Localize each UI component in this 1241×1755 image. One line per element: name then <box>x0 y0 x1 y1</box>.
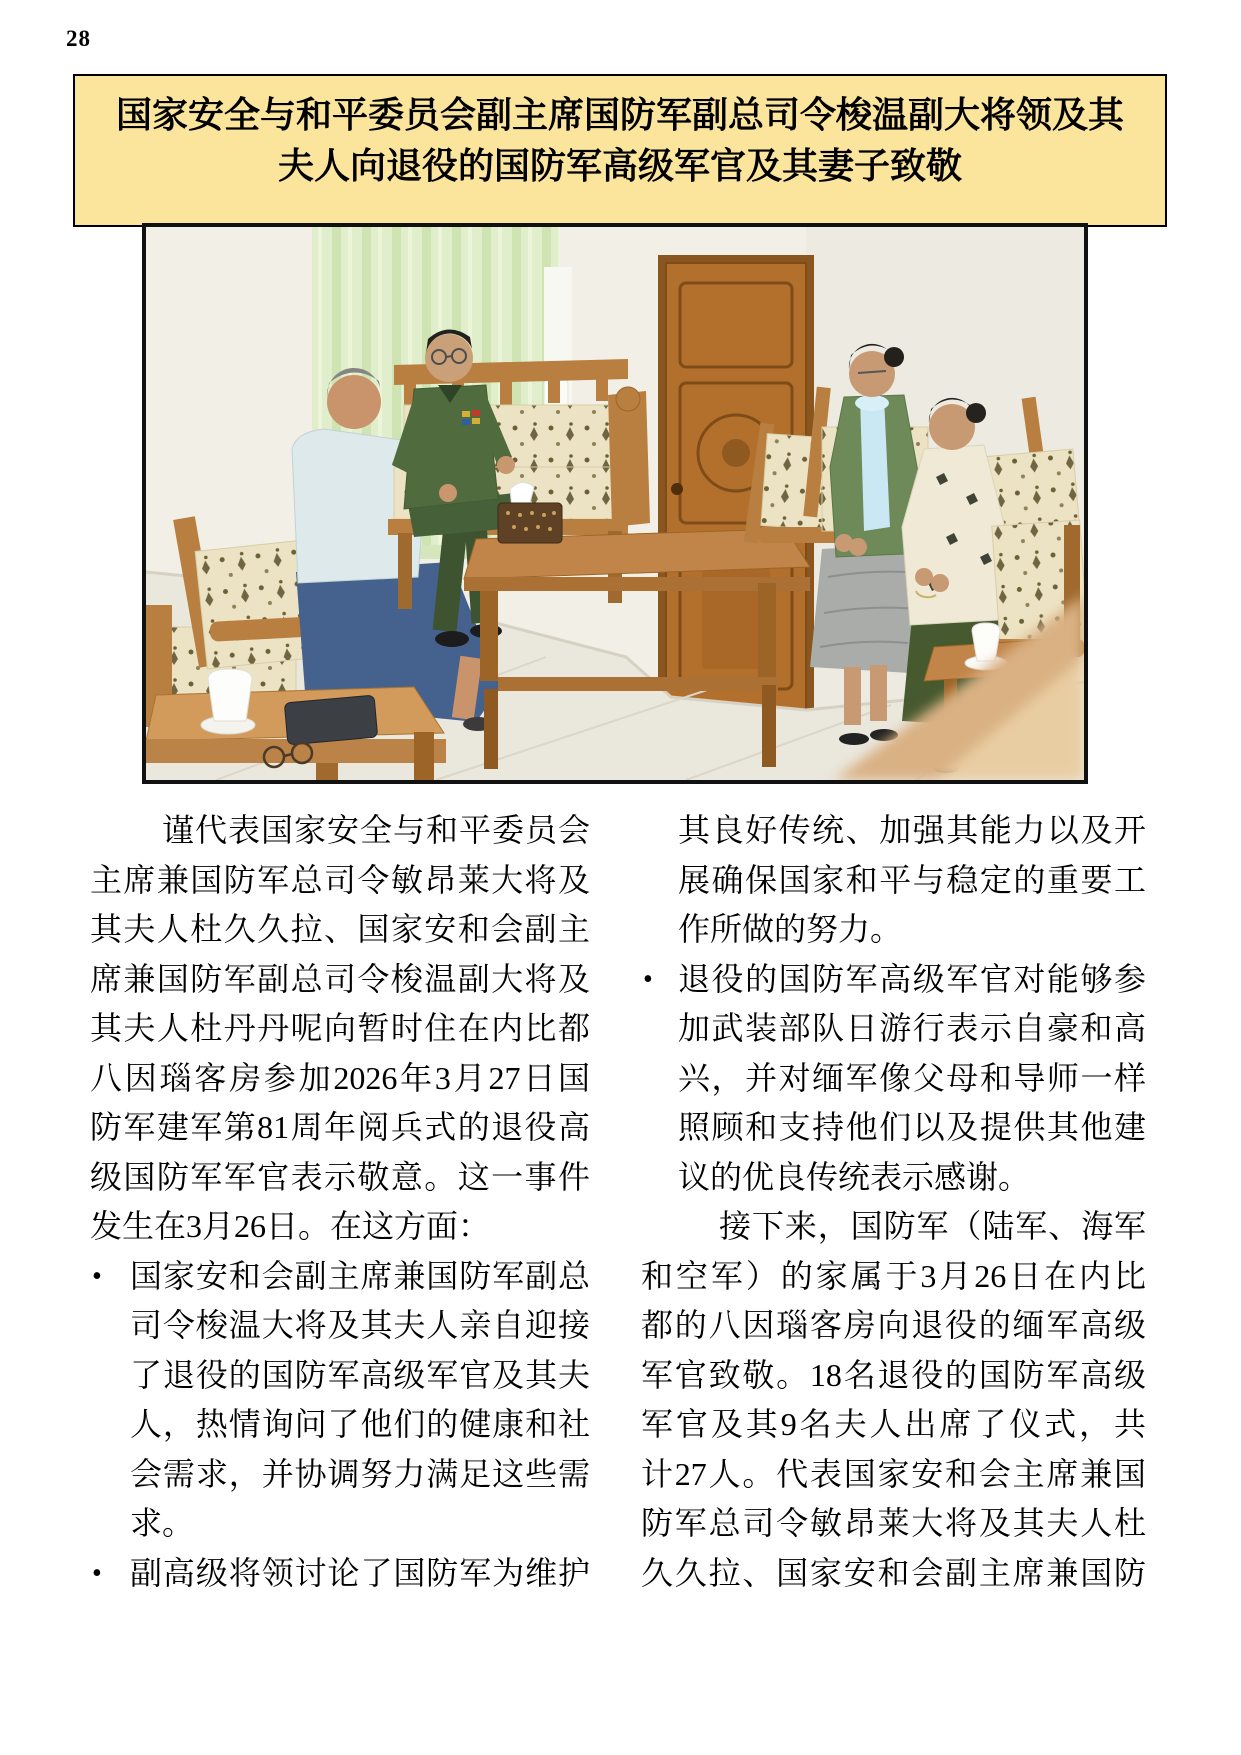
text-line: 谨代表国家安全与和平委员会 <box>162 812 590 848</box>
title-box <box>73 74 1167 227</box>
text-line: 求。 <box>130 1505 195 1541</box>
article-column-right <box>641 806 1146 1598</box>
text-line: 发生在3月26日。在这方面： <box>90 1208 491 1244</box>
text-line: 会需求，并协调努力满足这些需 <box>130 1455 590 1492</box>
meeting-photo <box>142 223 1088 784</box>
text-line: 防军建军第81周年阅兵式的退役高 <box>90 1109 590 1145</box>
text-line: 展确保国家和平与稳定的重要工 <box>678 861 1146 898</box>
text-line: 其夫人杜久久拉、国家安和会副主 <box>90 911 590 947</box>
text-line: 了退役的国防军高级军官及其夫 <box>130 1356 590 1393</box>
mobile-phone <box>284 695 377 745</box>
text-line: 八因瑙客房参加2026年3月27日国 <box>90 1059 590 1096</box>
text-line: 席兼国防军副总司令梭温副大将及 <box>90 960 590 997</box>
text-line: 议的优良传统表示感谢。 <box>678 1158 1031 1195</box>
text-line: 军官及其9名夫人出席了仪式，共 <box>641 1406 1146 1442</box>
text-line: 兴，并对缅军像父母和导师一样 <box>678 1059 1146 1096</box>
text-line: • 副高级将领讨论了国防军为维护 <box>90 1549 590 1599</box>
bullet-marker: • <box>643 963 653 995</box>
text-line: 其良好传统、加强其能力以及开 <box>678 812 1146 848</box>
door-knob-icon <box>671 483 683 495</box>
text-line: 计27人。代表国家安和会主席兼国 <box>641 1455 1146 1492</box>
article-column-left <box>90 806 590 1598</box>
text-line: 防军总司令敏昂莱大将及其夫人杜 <box>641 1505 1146 1541</box>
text-line: 军官致敬。18名退役的国防军高级 <box>641 1356 1146 1393</box>
text-line: 和空军）的家属于3月26日在内比 <box>641 1257 1146 1294</box>
text-line: 加武装部队日游行表示自豪和高 <box>678 1010 1146 1046</box>
text-line: 作所做的努力。 <box>678 911 903 947</box>
page-title-line-2: 夫人向退役的国防军高级军官及其妻子致敬 <box>277 146 962 186</box>
text-line: 都的八因瑙客房向退役的缅军高级 <box>641 1307 1146 1343</box>
bullet-marker: • <box>92 1557 102 1589</box>
page-number: 28 <box>66 26 91 51</box>
text-line: • 国家安和会副主席兼国防军副总 <box>90 1252 590 1302</box>
text-line: • 退役的国防军高级军官对能够参 <box>641 955 1146 1005</box>
text-line: 其夫人杜丹丹呢向暂时住在内比都 <box>90 1010 590 1046</box>
text-line: 照顾和支持他们以及提供其他建 <box>678 1109 1146 1145</box>
text-line: 接下来，国防军（陆军、海军 <box>719 1208 1146 1244</box>
text-line: 久久拉、国家安和会副主席兼国防 <box>641 1554 1146 1591</box>
page-title-line-1: 国家安全与和平委员会副主席国防军副总司令梭温副大将领及其 <box>115 95 1124 135</box>
text-line: 司令梭温大将及其夫人亲自迎接 <box>130 1307 590 1343</box>
text-line: 人，热情询问了他们的健康和社 <box>130 1406 590 1442</box>
text-line: 主席兼国防军总司令敏昂莱大将及 <box>90 861 590 898</box>
meeting-photo-illustration <box>146 227 1084 780</box>
bullet-marker: • <box>92 1260 102 1292</box>
text-line: 级国防军军官表示敬意。这一事件 <box>90 1158 590 1195</box>
